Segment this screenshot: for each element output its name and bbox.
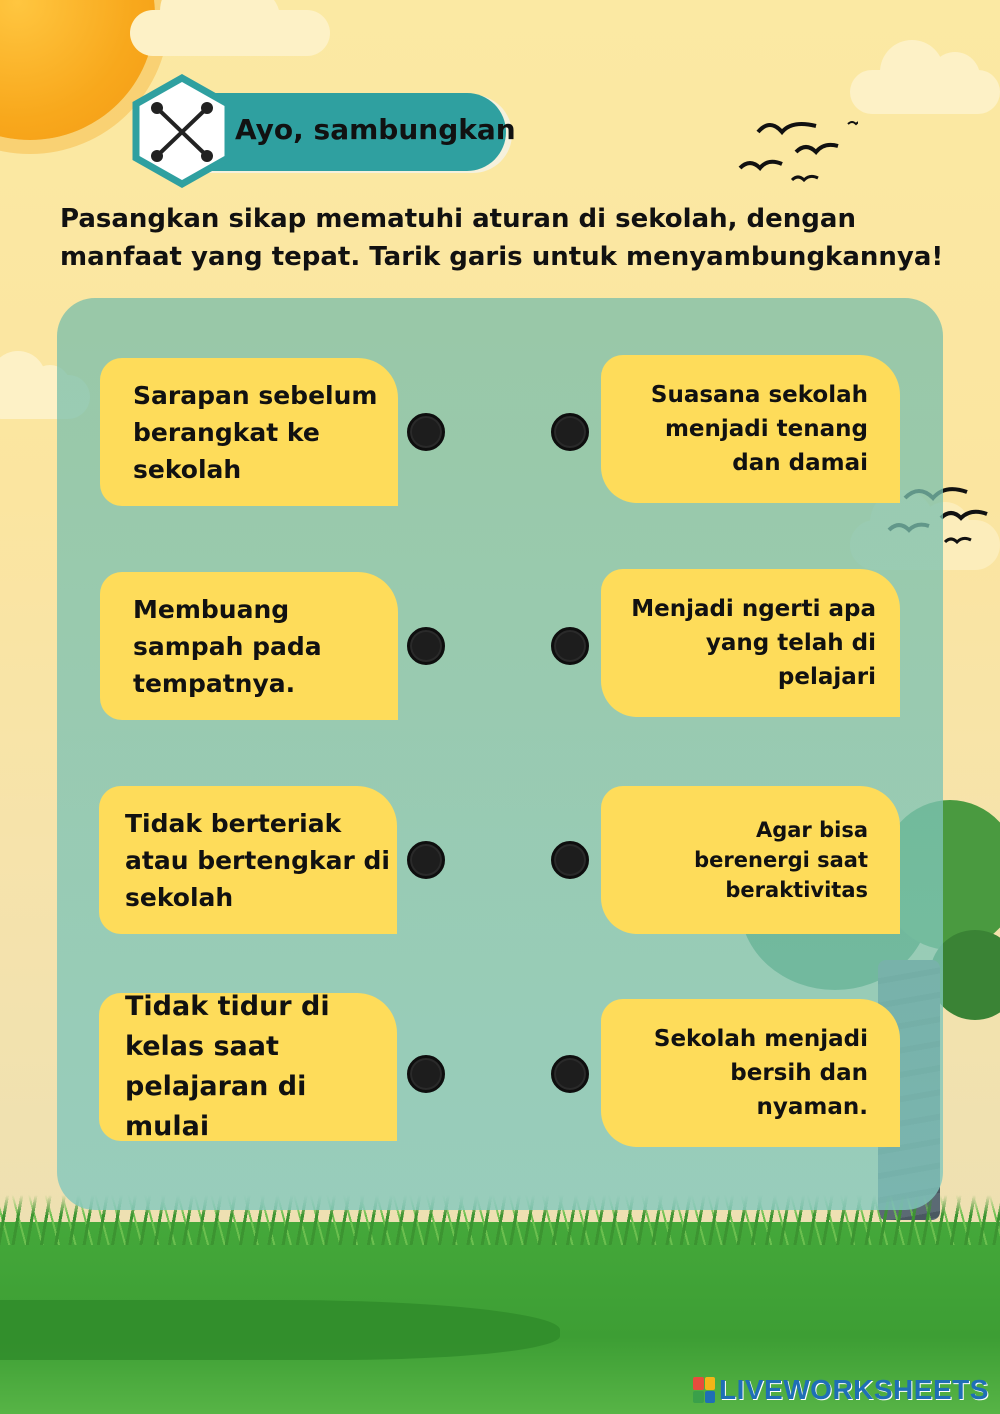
card-line: Menjadi ngerti apa (631, 596, 876, 622)
card-line: yang telah di pelajari (705, 630, 876, 690)
left-connect-dot[interactable] (407, 627, 445, 665)
card-line: pelajaran di mulai (125, 1071, 307, 1142)
right-item-card (601, 355, 900, 503)
card-line: berenergi saat (694, 848, 868, 872)
card-line: tempatnya. (133, 668, 296, 698)
right-connect-dot[interactable] (551, 413, 589, 451)
left-item-card (99, 786, 397, 934)
right-connect-dot[interactable] (551, 627, 589, 665)
card-line: berangkat ke (133, 417, 320, 447)
card-line: dan damai (732, 450, 868, 476)
right-item-card (601, 786, 900, 934)
left-connect-dot[interactable] (407, 413, 445, 451)
birds-illustration (738, 110, 858, 190)
instruction-text: Pasangkan sikap mematuhi aturan di sekolah, dengan manfaat yang tepat. Tarik garis untuk menyambungkannya! (60, 204, 944, 272)
page-title: Ayo, sambungkan (235, 113, 516, 146)
card-line: kelas saat (125, 1031, 279, 1062)
card-line: Sekolah menjadi (653, 1026, 868, 1052)
left-item-card (100, 572, 398, 720)
card-line: sampah pada (133, 631, 322, 661)
left-item-card (99, 993, 397, 1141)
liveworksheets-logo-icon (693, 1377, 715, 1403)
card-line: Agar bisa (755, 818, 868, 842)
logo-square (705, 1391, 716, 1404)
left-connect-dot[interactable] (407, 1055, 445, 1093)
right-connect-dot[interactable] (551, 1055, 589, 1093)
card-line: atau bertengkar di (125, 845, 390, 875)
liveworksheets-logo (693, 1374, 989, 1406)
connect-lines-icon (132, 74, 232, 188)
card-line: Membuang (133, 594, 290, 624)
card-line: Sarapan sebelum (133, 380, 378, 410)
card-line: sekolah (133, 454, 242, 484)
cloud-illustration (850, 70, 1000, 114)
logo-square (693, 1377, 704, 1390)
logo-text: LIVEWORKSHEETS (719, 1374, 989, 1405)
right-item-card (601, 569, 900, 717)
card-line: Suasana sekolah (650, 382, 868, 408)
right-item-card (601, 999, 900, 1147)
logo-square (693, 1391, 704, 1404)
card-line: bersih dan (730, 1060, 868, 1086)
card-line: sekolah (125, 882, 234, 912)
ground-shade (0, 1300, 560, 1360)
card-line: Tidak berteriak (125, 808, 342, 838)
left-connect-dot[interactable] (407, 841, 445, 879)
card-line: nyaman. (756, 1094, 868, 1120)
card-line: menjadi tenang (664, 416, 868, 442)
left-item-card (100, 358, 398, 506)
card-line: beraktivitas (725, 878, 868, 902)
logo-square (705, 1377, 716, 1390)
card-line: Tidak tidur di (125, 991, 330, 1022)
right-connect-dot[interactable] (551, 841, 589, 879)
cloud-illustration (130, 10, 330, 56)
